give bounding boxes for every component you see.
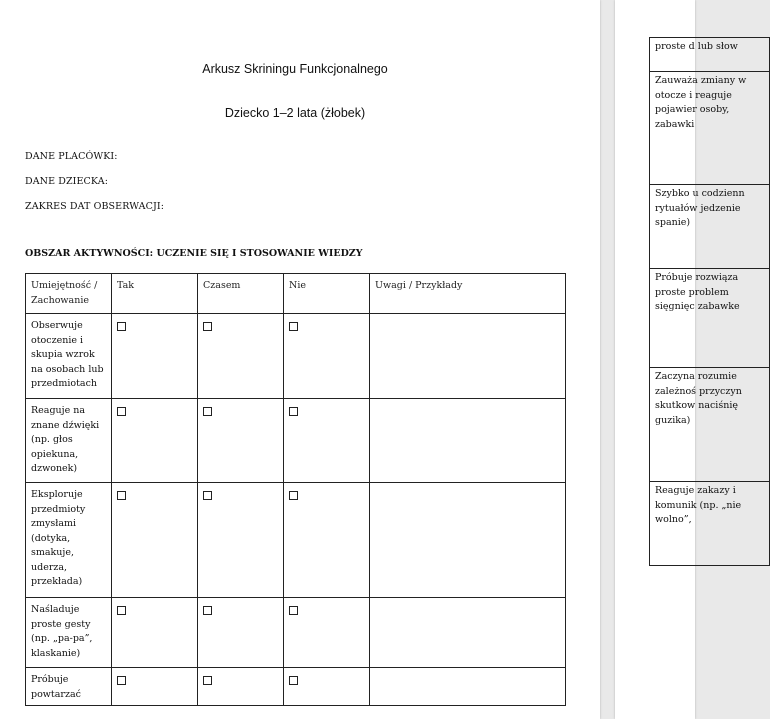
row-skill-label: Próbuje powtarzać bbox=[26, 668, 112, 706]
cell-no bbox=[284, 399, 370, 483]
row-skill-label: Próbuje rozwiąza proste problem sięgnięc zabawke bbox=[650, 269, 770, 368]
document-subtitle: Dziecko 1–2 lata (żłobek) bbox=[224, 106, 366, 120]
notes-cell[interactable] bbox=[370, 399, 566, 483]
cell-sometimes bbox=[198, 314, 284, 399]
screening-table bbox=[25, 273, 566, 706]
table-row bbox=[650, 72, 770, 185]
row-skill-label: Szybko u codzienn rytuałów jedzenie spanie) bbox=[650, 185, 770, 269]
cell-yes bbox=[112, 598, 198, 668]
cell-yes bbox=[112, 314, 198, 399]
table-row bbox=[26, 598, 566, 668]
document-title: Arkusz Skriningu Funkcjonalnego bbox=[202, 62, 388, 76]
checkbox-no[interactable] bbox=[289, 606, 298, 615]
table-row bbox=[650, 185, 770, 269]
checkbox-sometimes[interactable] bbox=[203, 407, 212, 416]
header-skill: Umiejętność / Zachowanie bbox=[26, 274, 112, 314]
checkbox-yes[interactable] bbox=[117, 491, 126, 500]
notes-cell[interactable] bbox=[370, 598, 566, 668]
table-row bbox=[26, 399, 566, 483]
notes-cell[interactable] bbox=[370, 668, 566, 706]
table-row bbox=[650, 482, 770, 566]
checkbox-yes[interactable] bbox=[117, 606, 126, 615]
notes-cell[interactable] bbox=[370, 483, 566, 598]
checkbox-yes[interactable] bbox=[117, 322, 126, 331]
table-row bbox=[26, 314, 566, 399]
table-row bbox=[650, 38, 770, 72]
cell-sometimes bbox=[198, 598, 284, 668]
checkbox-sometimes[interactable] bbox=[203, 676, 212, 685]
cell-no bbox=[284, 598, 370, 668]
cell-no bbox=[284, 314, 370, 399]
header-sometimes: Czasem bbox=[198, 274, 284, 314]
cell-yes bbox=[112, 399, 198, 483]
cell-yes bbox=[112, 483, 198, 598]
checkbox-sometimes[interactable] bbox=[203, 606, 212, 615]
checkbox-sometimes[interactable] bbox=[203, 322, 212, 331]
header-notes: Uwagi / Przykłady bbox=[370, 274, 566, 314]
cell-sometimes bbox=[198, 668, 284, 706]
row-skill-label: Naśladuje proste gesty (np. „pa-pa”, klaskanie) bbox=[26, 598, 112, 668]
header-yes: Tak bbox=[112, 274, 198, 314]
row-skill-label: Zaczyna rozumie zależnoś przyczyn skutkow naciśnię guzika) bbox=[650, 368, 770, 482]
row-skill-label: Reaguje zakazy i komunik (np. „nie wolno”, bbox=[650, 482, 770, 566]
field-label-dziecko: DANE DZIECKA: bbox=[25, 176, 108, 187]
table-row bbox=[26, 483, 566, 598]
checkbox-no[interactable] bbox=[289, 491, 298, 500]
checkbox-yes[interactable] bbox=[117, 407, 126, 416]
row-skill-label: Reaguje na znane dźwięki (np. głos opiekuna, dzwonek) bbox=[26, 399, 112, 483]
checkbox-no[interactable] bbox=[289, 322, 298, 331]
row-skill-label: proste d lub słow bbox=[650, 38, 770, 72]
table-row bbox=[650, 368, 770, 482]
checkbox-no[interactable] bbox=[289, 676, 298, 685]
cell-sometimes bbox=[198, 399, 284, 483]
page-right bbox=[615, 0, 747, 719]
section-heading: OBSZAR AKTYWNOŚCI: UCZENIE SIĘ I STOSOWANIE WIEDZY bbox=[25, 248, 363, 259]
field-label-placowka: DANE PLACÓWKI: bbox=[25, 151, 118, 162]
cell-sometimes bbox=[198, 483, 284, 598]
table-header-row bbox=[26, 274, 566, 314]
row-skill-label: Eksploruje przedmioty zmysłami (dotyka, smakuje, uderza, przekłada) bbox=[26, 483, 112, 598]
row-skill-label: Obserwuje otoczenie i skupia wzrok na osobach lub przedmiotach bbox=[26, 314, 112, 399]
checkbox-yes[interactable] bbox=[117, 676, 126, 685]
cell-yes bbox=[112, 668, 198, 706]
header-no: Nie bbox=[284, 274, 370, 314]
table-row bbox=[650, 269, 770, 368]
cell-no bbox=[284, 483, 370, 598]
notes-cell[interactable] bbox=[370, 314, 566, 399]
cell-no bbox=[284, 668, 370, 706]
table-row bbox=[26, 668, 566, 706]
screening-table-continued bbox=[649, 37, 770, 566]
checkbox-no[interactable] bbox=[289, 407, 298, 416]
row-skill-label: Zauważa zmiany w otocze i reaguje pojawier osoby, zabawki bbox=[650, 72, 770, 185]
checkbox-sometimes[interactable] bbox=[203, 491, 212, 500]
field-label-zakres: ZAKRES DAT OBSERWACJI: bbox=[25, 201, 165, 212]
